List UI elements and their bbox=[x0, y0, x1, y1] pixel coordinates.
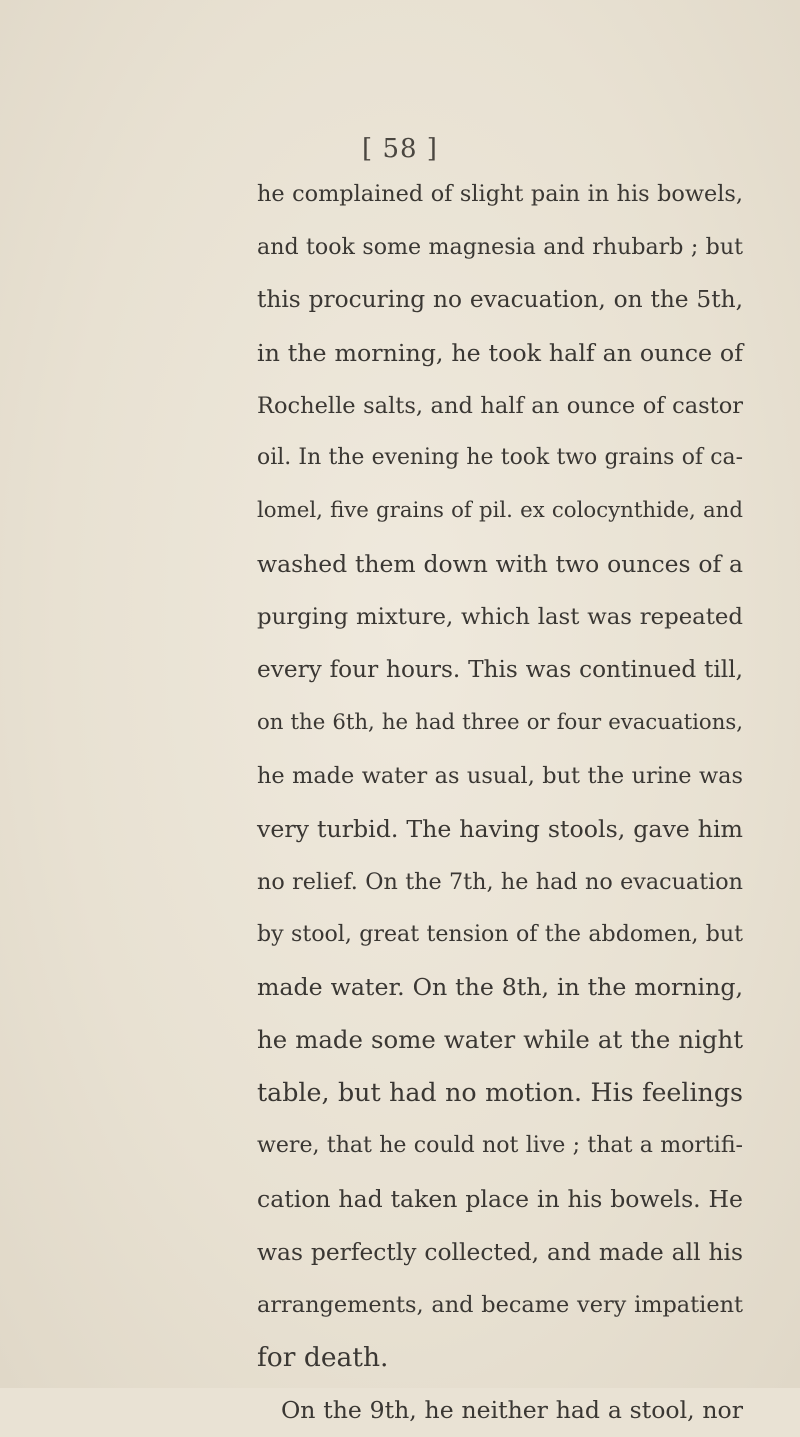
text-line: this procuring no evacuation, on the 5th, bbox=[257, 285, 743, 313]
text-line: very turbid. The having stools, gave him bbox=[257, 814, 743, 843]
text-line: by stool, great tension of the abdomen, but bbox=[257, 921, 743, 948]
text-line: no relief. On the 7th, he had no evacuation bbox=[257, 868, 743, 895]
page-number: [ 58 ] bbox=[362, 134, 438, 164]
text-line: cation had taken place in his bowels. He bbox=[257, 1184, 743, 1213]
text-line: was perfectly collected, and made all his bbox=[257, 1237, 743, 1266]
text-line: he made some water while at the night bbox=[257, 1025, 743, 1055]
text-line: table, but had no motion. His feelings bbox=[257, 1078, 743, 1108]
text-line: were, that he could not live ; that a mortifi- bbox=[257, 1133, 743, 1159]
text-line: lomel, five grains of pil. ex colocynthide, and bbox=[257, 498, 743, 524]
text-line: on the 6th, he had three or four evacuations, bbox=[257, 709, 743, 735]
text-line: he made water as usual, but the urine was bbox=[257, 762, 743, 789]
text-line: On the 9th, he neither had a stool, nor bbox=[281, 1396, 743, 1425]
text-line: in the morning, he took half an ounce of bbox=[257, 338, 743, 367]
body-text bbox=[257, 168, 743, 1437]
text-line: every four hours. This was continued till, bbox=[257, 656, 743, 684]
text-line: washed them down with two ounces of a bbox=[257, 550, 743, 579]
text-line: he complained of slight pain in his bowels, bbox=[257, 181, 743, 207]
text-line: for death. bbox=[257, 1341, 389, 1373]
text-line: and took some magnesia and rhubarb ; but bbox=[257, 233, 743, 260]
text-line: oil. In the evening he took two grains of ca- bbox=[257, 445, 743, 471]
text-line: made water. On the 8th, in the morning, bbox=[257, 973, 743, 1002]
text-line: purging mixture, which last was repeated bbox=[257, 604, 743, 631]
text-line: Rochelle salts, and half an ounce of castor bbox=[257, 392, 743, 419]
text-line: arrangements, and became very impatient bbox=[257, 1291, 743, 1318]
